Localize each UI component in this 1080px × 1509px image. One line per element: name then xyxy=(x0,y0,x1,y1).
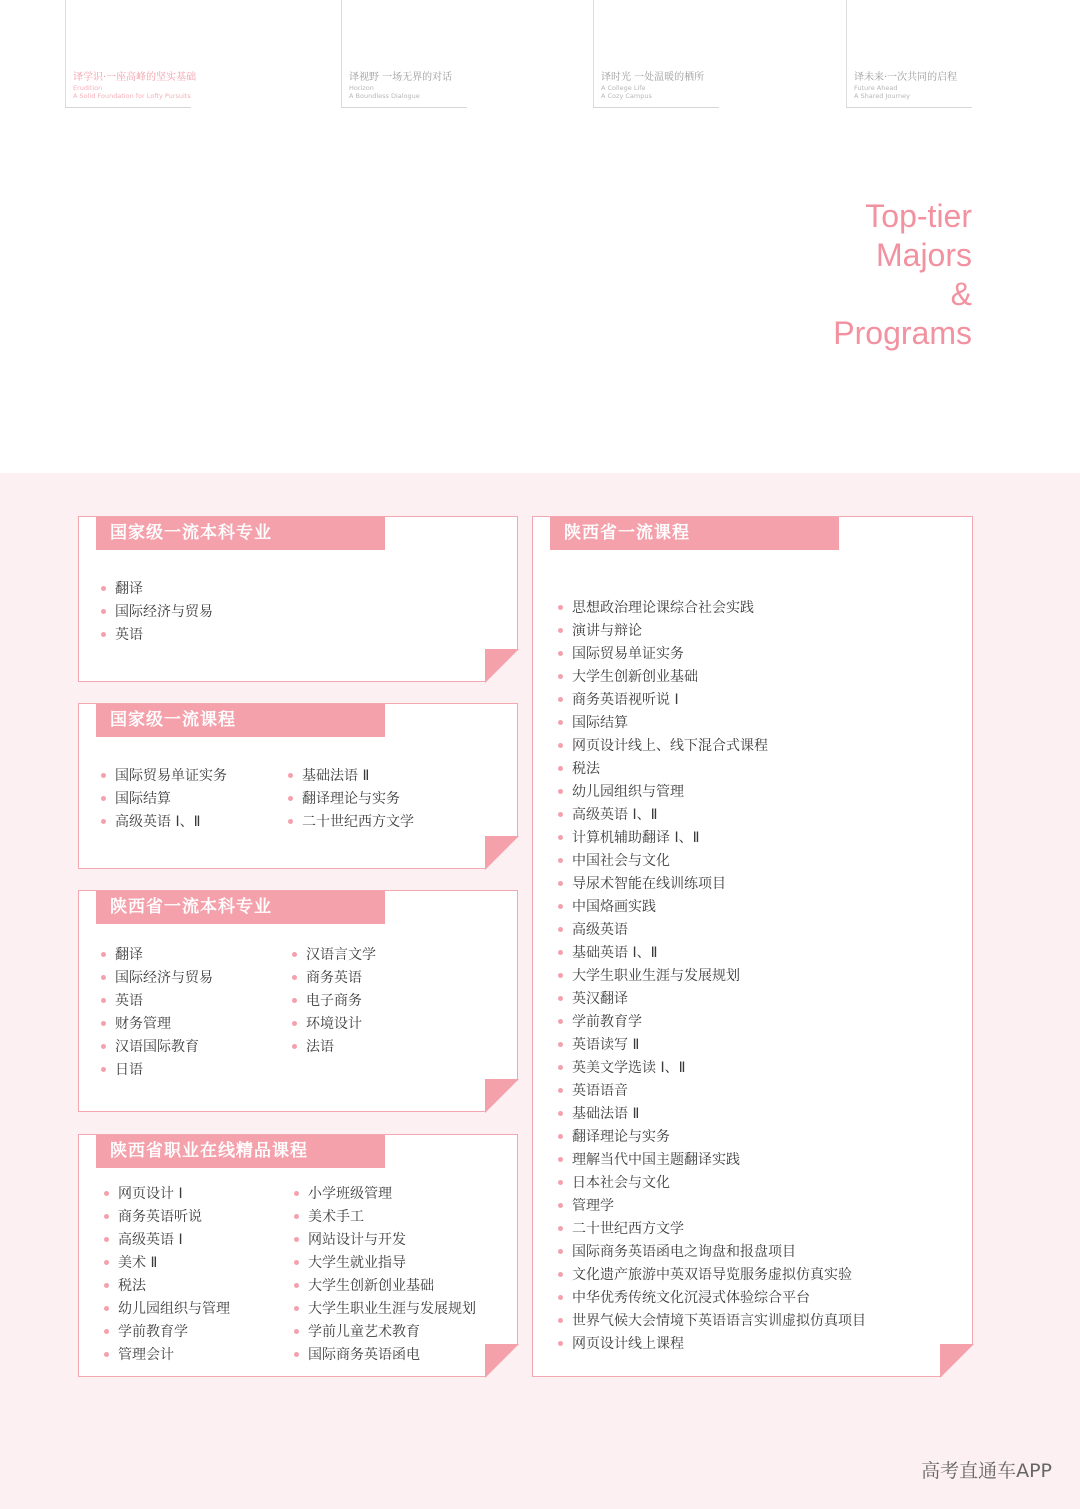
top-nav xyxy=(0,0,1080,110)
card-provincial-courses xyxy=(532,516,973,1377)
list-item: 国际商务英语函电之询盘和报盘项目 xyxy=(558,1241,866,1264)
page-title xyxy=(833,197,972,353)
list-provincial-majors-left xyxy=(101,944,213,1082)
nav-item-subtitle: Erudition xyxy=(73,84,103,92)
list-item: 国际经济与贸易 xyxy=(101,967,213,990)
list-item: 世界气候大会情境下英语语言实训虚拟仿真项目 xyxy=(558,1310,866,1333)
list-item: 国际结算 xyxy=(558,712,866,735)
card-provincial-majors xyxy=(78,890,518,1112)
list-item: 高级英语 Ⅰ xyxy=(104,1229,230,1252)
folded-corner-icon xyxy=(485,1344,519,1378)
list-item: 日本社会与文化 xyxy=(558,1172,866,1195)
list-item: 国际贸易单证实务 xyxy=(558,643,866,666)
page-title-line: Top-tier xyxy=(865,198,972,234)
list-national-courses-right xyxy=(288,765,414,834)
list-item: 高级英语 Ⅰ、Ⅱ xyxy=(101,811,227,834)
nav-item-subtitle: Future Ahead xyxy=(854,84,898,92)
nav-item-title: 译视野 一场无界的对话 xyxy=(349,72,453,83)
list-item: 电子商务 xyxy=(292,990,376,1013)
nav-item-college-life[interactable] xyxy=(593,0,719,108)
list-item: 国际经济与贸易 xyxy=(101,601,213,624)
card-title: 陕西省职业在线精品课程 xyxy=(96,1135,385,1168)
list-item: 学前教育学 xyxy=(558,1011,866,1034)
folded-corner-icon xyxy=(485,836,519,870)
list-item: 英语 xyxy=(101,624,213,647)
page-title-line: Majors xyxy=(875,237,972,273)
list-item: 基础法语 Ⅱ xyxy=(558,1103,866,1126)
list-item: 国际结算 xyxy=(101,788,227,811)
nav-item-subtitle: A Cozy Campus xyxy=(601,92,652,100)
list-national-courses-left xyxy=(101,765,227,834)
nav-item-subtitle: A Solid Foundation for Lofty Pursuits xyxy=(73,92,191,100)
list-item: 美术手工 xyxy=(294,1206,476,1229)
list-item: 中华优秀传统文化沉浸式体验综合平台 xyxy=(558,1287,866,1310)
list-item: 二十世纪西方文学 xyxy=(288,811,414,834)
list-item: 网页设计线上课程 xyxy=(558,1333,866,1356)
nav-item-subtitle: Horizon xyxy=(349,84,374,92)
list-item: 网页设计线上、线下混合式课程 xyxy=(558,735,866,758)
list-item: 高级英语 Ⅰ、Ⅱ xyxy=(558,804,866,827)
list-item: 翻译理论与实务 xyxy=(288,788,414,811)
nav-item-subtitle: A Shared Journey xyxy=(854,92,910,100)
list-item: 二十世纪西方文学 xyxy=(558,1218,866,1241)
folded-corner-icon xyxy=(485,649,519,683)
list-item: 日语 xyxy=(101,1059,213,1082)
list-item: 导尿术智能在线训练项目 xyxy=(558,873,866,896)
list-item: 英语语音 xyxy=(558,1080,866,1103)
list-item: 管理学 xyxy=(558,1195,866,1218)
card-title: 陕西省一流本科专业 xyxy=(96,891,385,924)
list-item: 商务英语 xyxy=(292,967,376,990)
list-item: 小学班级管理 xyxy=(294,1183,476,1206)
list-item: 学前教育学 xyxy=(104,1321,230,1344)
nav-item-future[interactable] xyxy=(846,0,972,108)
list-item: 财务管理 xyxy=(101,1013,213,1036)
list-item: 英汉翻译 xyxy=(558,988,866,1011)
list-item: 基础英语 Ⅰ、Ⅱ xyxy=(558,942,866,965)
list-item: 税法 xyxy=(558,758,866,781)
card-national-courses xyxy=(78,703,518,869)
nav-item-title: 译未来·一次共同的启程 xyxy=(854,72,958,83)
nav-item-title: 译学识·一座高峰的坚实基础 xyxy=(73,72,197,83)
list-item: 环境设计 xyxy=(292,1013,376,1036)
folded-corner-icon xyxy=(485,1079,519,1113)
list-item: 网页设计 Ⅰ xyxy=(104,1183,230,1206)
list-item: 美术 Ⅱ xyxy=(104,1252,230,1275)
list-item: 幼儿园组织与管理 xyxy=(104,1298,230,1321)
list-item: 文化遗产旅游中英双语导览服务虚拟仿真实验 xyxy=(558,1264,866,1287)
list-item: 大学生就业指导 xyxy=(294,1252,476,1275)
list-item: 商务英语视听说 Ⅰ xyxy=(558,689,866,712)
list-provincial-majors-right xyxy=(292,944,376,1059)
list-item: 学前儿童艺术教育 xyxy=(294,1321,476,1344)
list-item: 翻译理论与实务 xyxy=(558,1126,866,1149)
list-item: 中国烙画实践 xyxy=(558,896,866,919)
watermark: 高考直通车APP xyxy=(921,1460,1052,1482)
page-title-line: & xyxy=(950,276,972,312)
nav-item-horizon[interactable] xyxy=(341,0,467,108)
nav-item-erudition[interactable] xyxy=(65,0,197,108)
card-title: 国家级一流课程 xyxy=(96,704,385,737)
list-item: 大学生创新创业基础 xyxy=(294,1275,476,1298)
list-item: 商务英语听说 xyxy=(104,1206,230,1229)
card-title: 陕西省一流课程 xyxy=(550,517,839,550)
card-provincial-online xyxy=(78,1134,518,1377)
list-item: 高级英语 xyxy=(558,919,866,942)
nav-item-subtitle: A Boundless Dialogue xyxy=(349,92,420,100)
list-item: 翻译 xyxy=(101,578,213,601)
list-provincial-courses xyxy=(558,597,866,1356)
list-item: 汉语言文学 xyxy=(292,944,376,967)
list-national-majors xyxy=(101,578,213,647)
list-item: 英语 xyxy=(101,990,213,1013)
list-item: 基础法语 Ⅱ xyxy=(288,765,414,788)
list-item: 中国社会与文化 xyxy=(558,850,866,873)
list-item: 国际商务英语函电 xyxy=(294,1344,476,1367)
list-item: 大学生职业生涯与发展规划 xyxy=(294,1298,476,1321)
list-provincial-online-left xyxy=(104,1183,230,1367)
page-title-line: Programs xyxy=(833,315,972,351)
list-item: 网站设计与开发 xyxy=(294,1229,476,1252)
folded-corner-icon xyxy=(940,1344,974,1378)
list-item: 国际贸易单证实务 xyxy=(101,765,227,788)
list-item: 英语读写 Ⅱ xyxy=(558,1034,866,1057)
list-item: 翻译 xyxy=(101,944,213,967)
card-national-majors xyxy=(78,516,518,682)
nav-item-subtitle: A College Life xyxy=(601,84,646,92)
list-item: 汉语国际教育 xyxy=(101,1036,213,1059)
list-item: 大学生职业生涯与发展规划 xyxy=(558,965,866,988)
list-item: 思想政治理论课综合社会实践 xyxy=(558,597,866,620)
list-item: 英美文学选读 Ⅰ、Ⅱ xyxy=(558,1057,866,1080)
list-item: 税法 xyxy=(104,1275,230,1298)
list-item: 演讲与辩论 xyxy=(558,620,866,643)
nav-item-title: 译时光 一处温暖的栖所 xyxy=(601,72,705,83)
list-provincial-online-right xyxy=(294,1183,476,1367)
list-item: 法语 xyxy=(292,1036,376,1059)
list-item: 理解当代中国主题翻译实践 xyxy=(558,1149,866,1172)
card-title: 国家级一流本科专业 xyxy=(96,517,385,550)
list-item: 计算机辅助翻译 Ⅰ、Ⅱ xyxy=(558,827,866,850)
list-item: 幼儿园组织与管理 xyxy=(558,781,866,804)
list-item: 大学生创新创业基础 xyxy=(558,666,866,689)
list-item: 管理会计 xyxy=(104,1344,230,1367)
